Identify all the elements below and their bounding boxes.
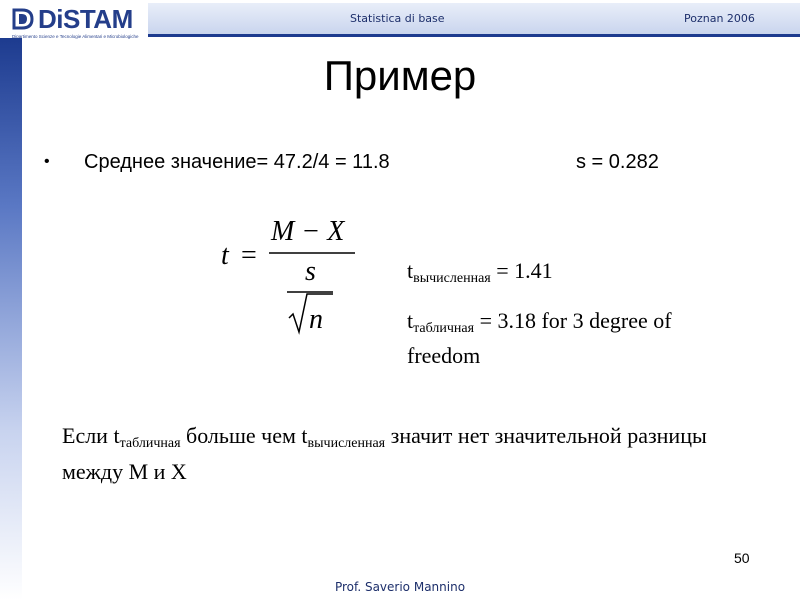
bullet-marker: • [44, 153, 50, 170]
logo-text: DiSTAM [38, 4, 133, 34]
formula-t: t [221, 240, 229, 271]
t-calc-value: = 1.41 [490, 258, 553, 283]
course-title: Statistica di base [350, 12, 445, 25]
mean-value-text: Среднее значение= 47.2/4 = 11.8 [84, 151, 390, 173]
conclusion-sub2: вычисленная [307, 436, 386, 451]
formula-n: n [309, 304, 323, 335]
formula-numerator: M − X [271, 216, 345, 247]
conclusion-part1: Если t [62, 423, 120, 448]
std-dev-text: s = 0.282 [576, 151, 659, 173]
formula-equals: = [241, 240, 257, 271]
t-calculated-line [407, 258, 553, 287]
slide-title: Пример [323, 52, 477, 99]
t-calc-subscript: вычисленная [413, 271, 491, 286]
t-tab-value: = 3.18 for 3 degree of freedom [407, 308, 672, 368]
t-table-line [407, 307, 747, 369]
t-tab-subscript: табличная [413, 321, 475, 336]
footer-author: Prof. Saverio Mannino [334, 580, 466, 594]
conclusion-part2: больше чем t [180, 423, 308, 448]
t-test-formula [215, 210, 365, 340]
conclusion-text [62, 422, 762, 486]
conclusion-sub1: табличная [119, 436, 181, 451]
page-number: 50 [734, 550, 750, 566]
logo-subtitle: Dipartimento Scienze e Tecnologie Alimentari e Microbiologiche [12, 34, 139, 39]
t-calc-symbol: t [407, 258, 414, 283]
t-tab-symbol: t [407, 308, 414, 333]
event-title: Poznan 2006 [684, 12, 755, 25]
header-rule [148, 34, 800, 37]
formula-s: s [305, 256, 316, 287]
logo-mark-icon [10, 6, 36, 32]
distam-logo [4, 2, 148, 40]
left-decorative-strip [0, 38, 22, 600]
conclusion-part3: значит нет значительной разницы между M и X [62, 423, 707, 484]
